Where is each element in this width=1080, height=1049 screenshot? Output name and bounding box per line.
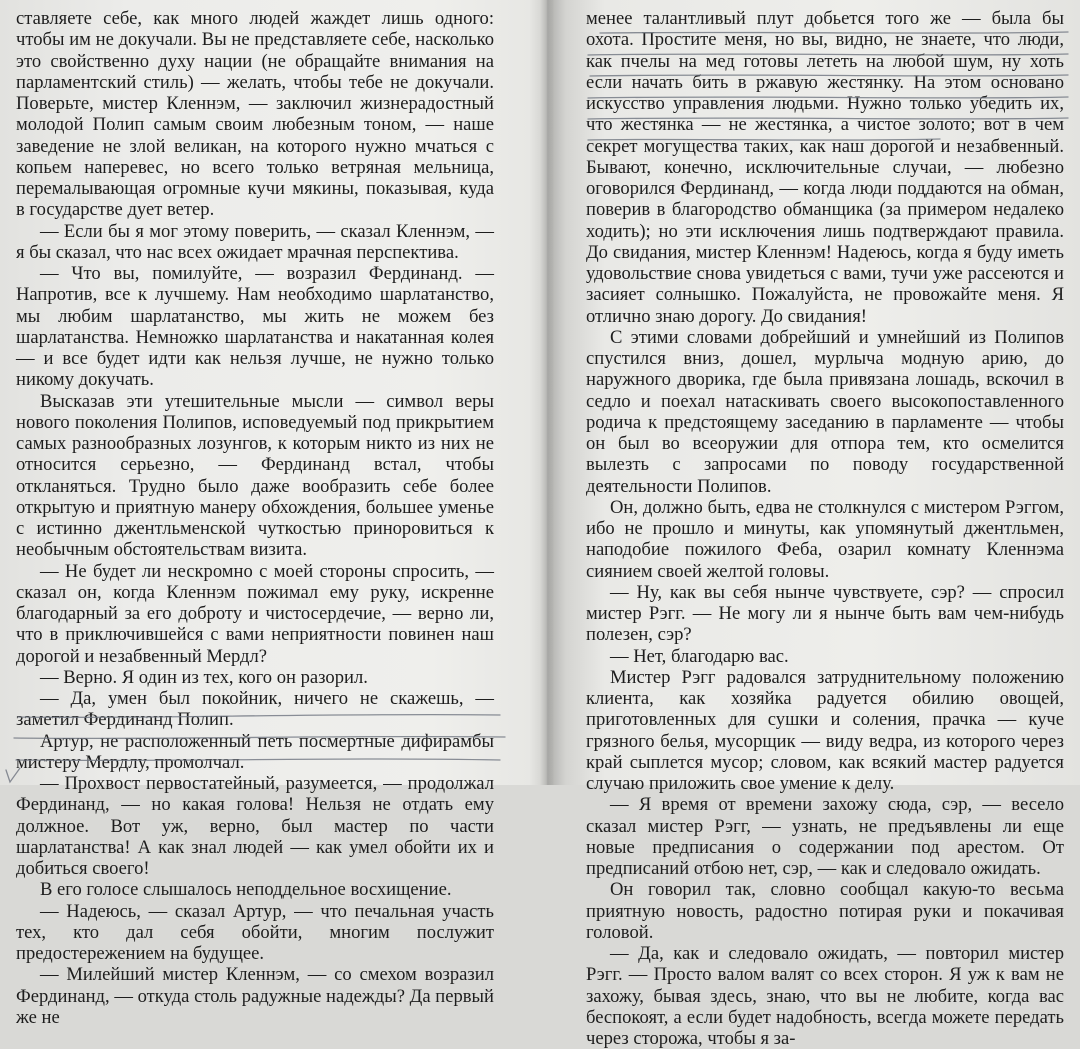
paragraph: Он говорил так, словно сообщал какую-то весьма приятную новость, радостно потирая руки и покачивая головой. [586,879,1064,943]
paragraph: — Что вы, помилуйте, — возразил Фердинанд. — Напротив, все к лучшему. Нам необходимо шарлатанство, мы любим шарлатанство, мы жить не можем без шарлатанства. Немножко шарлатанства и накатанная колея — и все будет идти как нельзя лучше, не нужно только никому докучать. [16,263,494,391]
paragraph: Мистер Рэгг радовался затруднительному положению клиента, как хозяйка радуется обилию овощей, приготовленных для сушки и соления, прачка — куче грязного белья, мусорщик — виду ведра, из которого через край сыплется мусор; словом, как всякий мастер радуется случаю приложить свое умение к делу. [586,666,1064,794]
paragraph: — Верно. Я один из тех, кого он разорил. [40,666,368,688]
paragraph: Артур, не расположенный петь посмертные дифирамбы мистеру Мердлу, промолчал. [16,730,494,773]
paragraph: В его голосе слышалось неподдельное восхищение. [40,879,452,901]
paragraph: — Не будет ли нескромно с моей стороны спросить, — сказал он, когда Кленнэм пожимал ему руку, искренне благодарный за его доброту и чистосердечие, — верно ли, что в приключившейся с вами неприятности повинен наш дорогой и незабвенный Мердл? [16,560,494,667]
book-gutter [540,0,554,785]
paragraph: — Надеюсь, — сказал Артур, — что печальная участь тех, кто дал себя обойти, многим послужит предостережением на будущее. [16,900,494,964]
paragraph: — Ну, как вы себя нынче чувствуете, сэр? — спросил мистер Рэгг. — Не могу ли я нынче быть вам чем-нибудь полезен, сэр? [586,581,1064,646]
paragraph: С этими словами добрейший и умнейший из Полипов спустился вниз, дошел, мурлыча модную арию, до наружного дворика, где была привязана лошадь, вскочил в седло и поехал натаскивать своего высокопоставленного родича к предстоящему заседанию в парламенте — чтобы он был во всеоружии для отпора тем, кто осмелится вылезть с запросами по поводу государственной деятельности Полипов. [586,326,1064,497]
paragraph: Высказав эти утешительные мысли — символ веры нового поколения Полипов, исповедуемый под прикрытием самых разнообразных лозунгов, к которым никто из них не относится серьезно, — Фердинанд встал, чтобы откланяться. Трудно было даже вообразить себе более открытую и приятную манеру обхождения, большее уменье с истинно джентльменской чуткостью приноровиться к необычным обстоятельствам визита. [16,390,494,561]
paragraph: — Милейший мистер Кленнэм, — со смехом возразил Фердинанд, — откуда столь радужные надежды? Да первый же не [16,964,494,1028]
paragraph: — Нет, благодарю вас. [610,645,789,667]
paragraph: — Если бы я мог этому поверить, — сказал Кленнэм, — я бы сказал, что нас всех ожидает мрачная перспектива. [16,220,494,263]
paragraph: ставляете себе, как много людей жаждет лишь одного: чтобы им не докучали. Вы не представляете себе, насколько это свойственно духу нации (не обращайте внимания на парламентский стиль) — желать, чтобы тебе не докучали. Поверьте, мистер Кленнэм, — заключил жизнерадостный молодой Полип самым своим любезным тоном, — наше заведение не злой великан, на которого нужно мчаться с копьем наперевес, но всего только ветряная мельница, перемалывающая огромные кучи мякины, показывая, куда в государстве дует ветер. [16,8,494,221]
paragraph: — Да, умен был покойник, ничего не скажешь, — заметил Фердинанд Полип. [16,688,494,731]
paragraph: — Я время от времени захожу сюда, сэр, — весело сказал мистер Рэгг, — узнать, не предъявлены ли еще новые предписания о содержании под арестом. От предписаний отбою нет, сэр, — как и следовало ожидать. [586,794,1064,879]
paragraph: менее талантливый плут добьется того же — была бы охота. Простите меня, но вы, видно, не знаете, что люди, как пчелы на мед готовы лететь на любой шум, ну хоть если начать бить в ржавую жестянку. На этом основано искусство управления людьми. Нужно только убедить их, что жестянка — не жестянка, а чистое золото; вот в чем секрет могущества таких, как наш дорогой и незабвенный. Бывают, конечно, исключительные случаи, — любезно оговорился Фердинанд, — когда люди поддаются на обман, поверив в благородство обманщика (за примером недалеко ходить); но эти исключения лишь подтверждают правила. До свидания, мистер Кленнэм! Надеюсь, когда я буду иметь удовольствие снова увидеться с вами, тучи уже рассеются и засияет солнышко. Пожалуйста, не провожайте меня. Я отлично знаю дорогу. До свидания! [586,8,1064,327]
left-page [16,8,494,1028]
paragraph: Он, должно быть, едва не столкнулся с мистером Рэггом, ибо не прошло и минуты, как упомянутый джентльмен, наподобие пожилого Феба, озарил комнату Кленнэма сиянием своей желтой головы. [586,496,1064,582]
right-page [586,8,1064,1049]
paragraph: — Да, как и следовало ожидать, — повторил мистер Рэгг. — Просто валом валят со всех сторон. Я уж к вам не захожу, бывая здесь, знаю, что вы не любите, когда вас беспокоят, а если будет надобность, всегда можете передать через сторожа, чтобы я за- [586,943,1064,1049]
paragraph: — Прохвост первостатейный, разумеется, — продолжал Фердинанд, — но какая голова! Нельзя не отдать ему должное. Вот уж, верно, был мастер по части шарлатанства! А как знал людей — как умел обойти их и добиться своего! [16,773,494,879]
